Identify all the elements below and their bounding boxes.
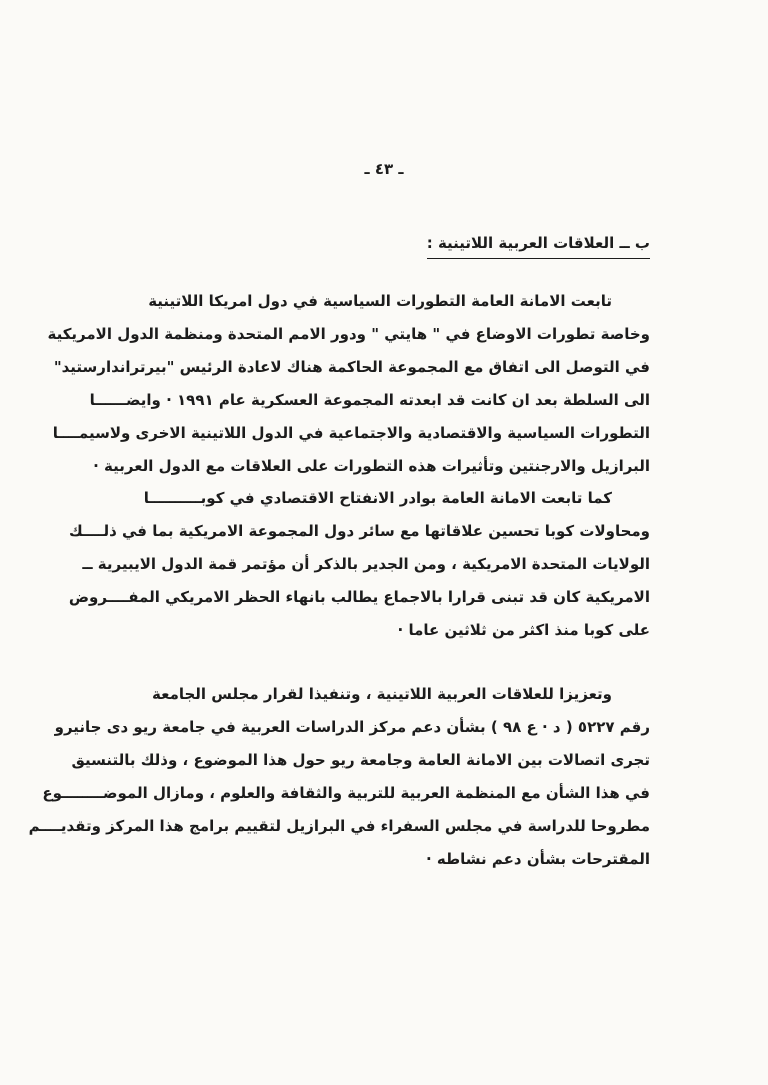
text-line: وتعزيزا للعلاقات العربية اللاتينية ، وتنفيذا لقرار مجلس الجامعة bbox=[152, 685, 612, 703]
text-line: وخاصة تطورات الاوضاع في " هايتي " ودور الامم المتحدة ومنظمة الدول الامريكية bbox=[47, 325, 650, 343]
text-line: تابعت الامانة العامة التطورات السياسية في دول امريكا اللاتينية bbox=[148, 292, 612, 310]
text-line: التطورات السياسية والاقتصادية والاجتماعية في الدول اللاتينية الاخرى ولاسيمــــا bbox=[52, 424, 650, 442]
paragraph-3 bbox=[28, 678, 650, 876]
text-line: البرازيل والارجنتين وتأثيرات هذه التطورات على العلاقات مع الدول العربية · bbox=[93, 457, 650, 475]
section-heading-text: ب ــ العلاقات العربية اللاتينية : bbox=[427, 234, 650, 259]
text-line: مطروحا للدراسة في مجلس السفراء في البرازيل لتقييم برامج هذا المركز وتقديــــم bbox=[28, 817, 650, 835]
text-line: على كوبا منذ اكثر من ثلاثين عاما · bbox=[397, 621, 650, 639]
section-heading bbox=[427, 234, 650, 259]
text-line: رقم ٥٢٢٧ ( د · ع ٩٨ ) بشأن دعم مركز الدراسات العربية في جامعة ريو دى جانيرو bbox=[54, 718, 650, 736]
text-line: المقترحات بشأن دعم نشاطه · bbox=[426, 850, 650, 868]
paragraph-2 bbox=[68, 482, 650, 647]
text-line: الى السلطة بعد ان كانت قد ابعدته المجموعة العسكرية عام ١٩٩١ · وايضــــــا bbox=[89, 391, 650, 409]
text-line: الامريكية كان قد تبنى قرارا بالاجماع يطالب بانهاء الحظر الامريكي المفــــروض bbox=[68, 588, 650, 606]
text-line: كما تابعت الامانة العامة بوادر الانفتاح الاقتصادي في كوبــــــــــا bbox=[143, 489, 612, 507]
text-line: تجرى اتصالات بين الامانة العامة وجامعة ريو حول هذا الموضوع ، وذلك بالتنسيق bbox=[71, 751, 650, 769]
text-line: في التوصل الى اتفاق مع المجموعة الحاكمة هناك لاعادة الرئيس "بيرتراندارستيد" bbox=[53, 358, 650, 376]
paragraph-1 bbox=[47, 285, 650, 483]
text-line: ومحاولات كوبا تحسين علاقاتها مع سائر دول المجموعة الامريكية بما في ذلــــك bbox=[68, 522, 650, 540]
text-line: الولايات المتحدة الامريكية ، ومن الجدير بالذكر أن مؤتمر قمة الدول الايبيرية ــ bbox=[82, 555, 650, 573]
text-line: في هذا الشأن مع المنظمة العربية للتربية والثقافة والعلوم ، ومازال الموضــــــــوع bbox=[42, 784, 650, 802]
page-number: ـ ٤٣ ـ bbox=[364, 160, 404, 178]
